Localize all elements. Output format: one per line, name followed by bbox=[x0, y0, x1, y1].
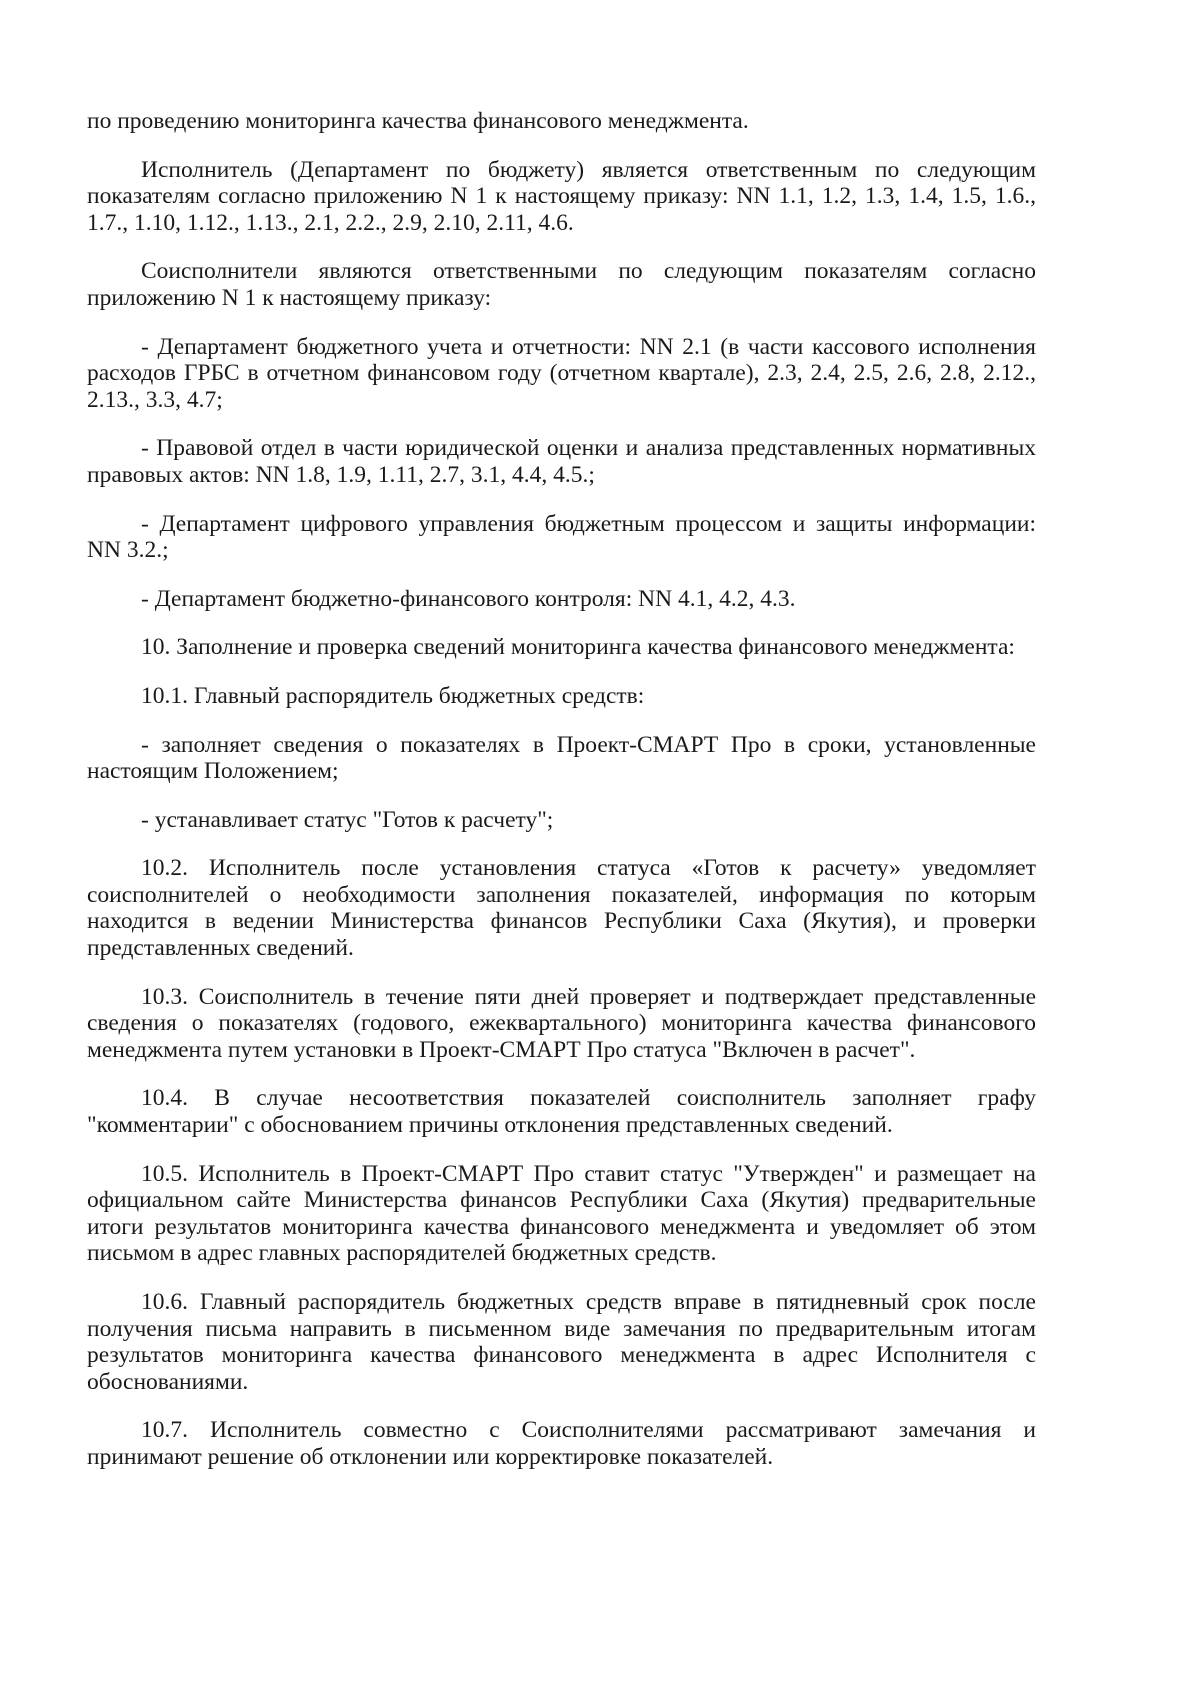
paragraph-legal-department: - Правовой отдел в части юридической оценки и анализа представленных нормативных правовых актов: NN 1.8, 1.9, 1.11, 2.7, 3.1, 4.4, 4.5.; bbox=[87, 435, 1036, 488]
paragraph-section-10: 10. Заполнение и проверка сведений мониторинга качества финансового менеджмента: bbox=[141, 634, 1015, 661]
paragraph-10-3: 10.3. Соисполнитель в течение пяти дней проверяет и подтверждает представленные сведения о показателях (годового, ежеквартального) мониторинга качества финансового менеджмента путем установки в Проект-СМАРТ Про статуса "Включен в расчет". bbox=[87, 983, 1036, 1063]
paragraph-10-1-status: - устанавливает статус "Готов к расчету"; bbox=[141, 806, 554, 833]
paragraph-dept-digital: - Департамент цифрового управления бюджетным процессом и защиты информации: NN 3.2.; bbox=[87, 510, 1036, 564]
paragraph-10-1: 10.1. Главный распорядитель бюджетных средств: bbox=[141, 682, 645, 709]
paragraph-10-5: 10.5. Исполнитель в Проект-СМАРТ Про ставит статус "Утвержден" и размещает на официальном сайте Министерства финансов Республики Саха (Якутия) предварительные итоги результатов мониторинга качества финансового менеджмента и уведомляет об этом письмом в адрес главных распорядителей бюджетных средств. bbox=[87, 1160, 1036, 1267]
paragraph-10-2: 10.2. Исполнитель после установления статуса «Готов к расчету» уведомляет соисполнителей о необходимости заполнения показателей, информация по которым находится в ведении Министерства финансов Республики Саха (Якутия), и проверки представленных сведений. bbox=[87, 855, 1036, 962]
paragraph-10-6: 10.6. Главный распорядитель бюджетных средств вправе в пятидневный срок после получения письма направить в письменном виде замечания по предварительным итогам результатов мониторинга качества финансового менеджмента в адрес Исполнителя с обоснованиями. bbox=[87, 1289, 1036, 1395]
paragraph-10-1-fill: - заполняет сведения о показателях в Проект-СМАРТ Про в сроки, установленные настоящим Положением; bbox=[87, 731, 1036, 785]
paragraph-10-7: 10.7. Исполнитель совместно с Соисполнителями рассматривают замечания и принимают решение об отклонении или корректировке показателей. bbox=[87, 1417, 1036, 1470]
document-page bbox=[87, 108, 1036, 1471]
paragraph-dept-accounting: - Департамент бюджетного учета и отчетности: NN 2.1 (в части кассового исполнения расходов ГРБС в отчетном финансовом году (отчетном квартале), 2.3, 2.4, 2.5, 2.6, 2.8, 2.12., 2.13., 3.3, 4.7; bbox=[87, 333, 1036, 413]
paragraph-dept-control: - Департамент бюджетно-финансового контроля: NN 4.1, 4.2, 4.3. bbox=[141, 585, 796, 612]
paragraph-10-4: 10.4. В случае несоответствия показателей соисполнитель заполняет графу "комментарии" с обоснованием причины отклонения представленных сведений. bbox=[87, 1085, 1036, 1139]
paragraph-continuation: по проведению мониторинга качества финансового менеджмента. bbox=[87, 108, 749, 134]
paragraph-co-executors: Соисполнители являются ответственными по следующим показателям согласно приложению N 1 к настоящему приказу: bbox=[87, 258, 1036, 311]
paragraph-executor-indicators: Исполнитель (Департамент по бюджету) является ответственным по следующим показателям согласно приложению N 1 к настоящему приказу: NN 1.1, 1.2, 1.3, 1.4, 1.5, 1.6., 1.7., 1.10, 1.12., 1.13., 2.1, 2.2., 2.9, 2.10, 2.11, 4.6. bbox=[87, 156, 1036, 236]
